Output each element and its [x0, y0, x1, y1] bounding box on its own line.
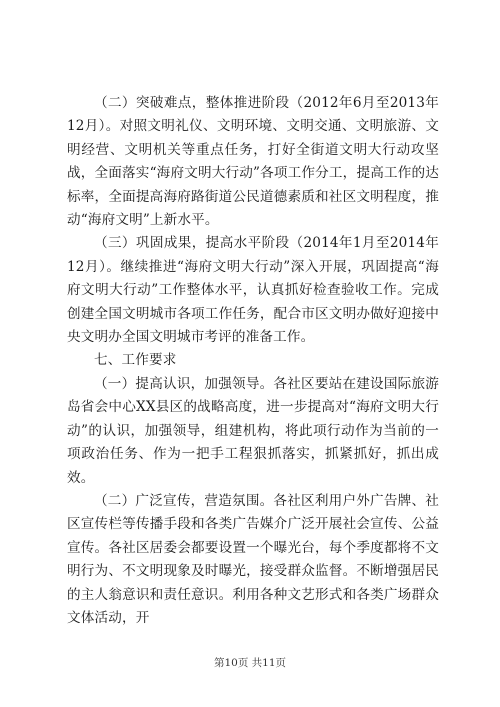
document-body — [67, 92, 439, 630]
paragraph-requirement-two: （二）广泛宣传，营造氛围。各社区利用户外广告牌、社区宣传栏等传播手段和各类广告媒介广泛开展社会宣传、公益宣传。各社区居委会都要设置一个曝光台，每个季度都将不文明行为、不文明现象及时曝光，接受群众监督。不断增强居民的主人翁意识和责任意识。利用各种文艺形式和各类广场群众文体活动，开 — [67, 492, 439, 626]
paragraph-stage-two: （二）突破难点，整体推进阶段（2012年6月至2013年12月）。对照文明礼仪、文明环境、文明交通、文明旅游、文明经营、文明机关等重点任务，打好全街道文明大行动攻坚战，全面落实“海府文明大行动”各项工作分工，提高工作的达标率，全面提高海府路街道公民道德素质和社区文明程度，推动“海府文明”上新水平。 — [67, 95, 439, 229]
page-number-footer: 第10页 共11页 — [213, 657, 287, 669]
section-heading-work-requirements: 七、工作要求 — [94, 352, 177, 369]
paragraph-requirement-one: （一）提高认识，加强领导。各社区要站在建设国际旅游岛省会中心XX县区的战略高度，进一步提高对“海府文明大行动”的认识，加强领导，组建机构，将此项行动作为当前的一项政治任务、作为一把手工程狠抓落实，抓紧抓好，抓出成效。 — [67, 375, 439, 486]
paragraph-stage-three: （三）巩固成果，提高水平阶段（2014年1月至2014年12月）。继续推进“海府文明大行动”深入开展，巩固提高“海府文明大行动”工作整体水平，认真抓好检查验收工作。完成创建全国文明城市各项工作任务，配合市区文明办做好迎接中央文明办全国文明城市考评的准备工作。 — [67, 235, 439, 346]
